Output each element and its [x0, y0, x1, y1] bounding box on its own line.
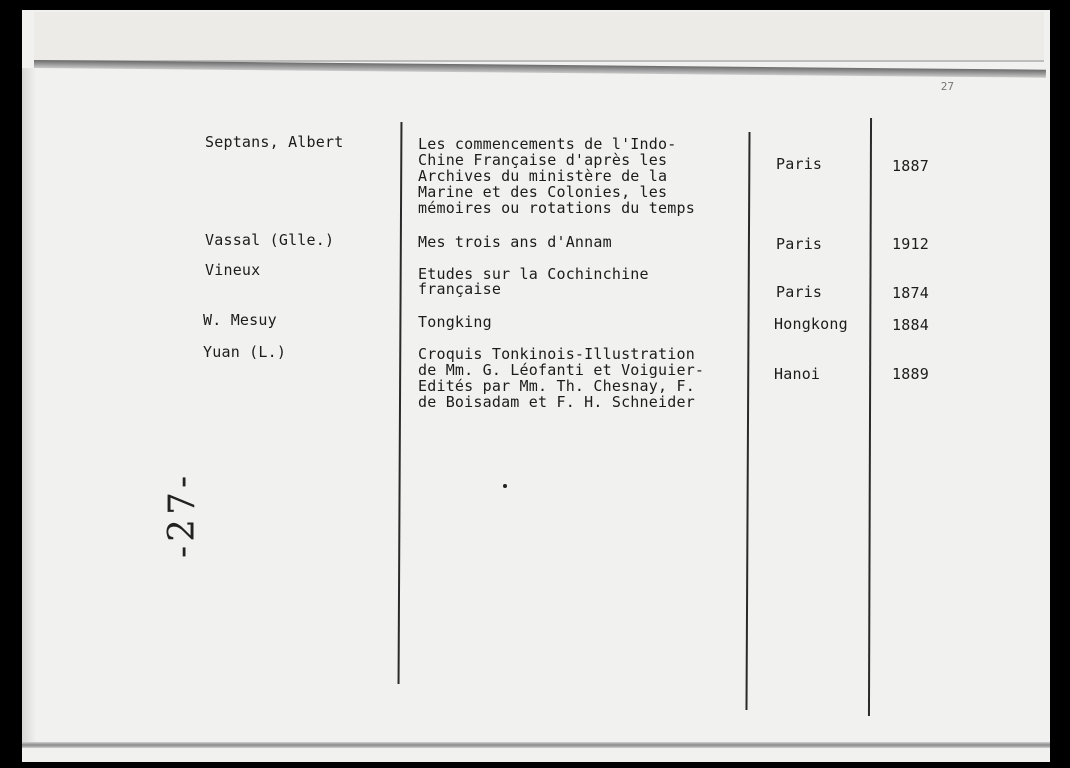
column-rule-3 [868, 118, 872, 716]
title-line: Etudes sur la Cochinchine [418, 265, 649, 283]
title-line: de Boisadam et F. H. Schneider [418, 393, 695, 411]
title-line: Les commencements de l'Indo- [418, 135, 677, 153]
place-cell: Hongkong [774, 315, 848, 333]
handwritten-page-number: -27- [162, 471, 203, 558]
author-cell: W. Mesuy [203, 311, 277, 329]
author-cell: Septans, Albert [205, 133, 344, 151]
title-line: Chine Française d'après les [418, 151, 668, 169]
title-line: Marine et des Colonies, les [418, 183, 668, 201]
title-line: Croquis Tonkinois-Illustration [418, 345, 695, 363]
year-cell: 1887 [892, 157, 929, 175]
top-rule [34, 60, 1046, 78]
column-rule-1 [398, 122, 403, 684]
title-line: Tongking [418, 313, 492, 331]
place-cell: Paris [776, 235, 823, 253]
bottom-rule [22, 742, 1050, 748]
title-line: française [418, 280, 502, 298]
corner-page-mark: 27 [940, 80, 954, 93]
title-line: Edités par Mm. Th. Chesnay, F. [418, 377, 695, 395]
title-line: Mes trois ans d'Annam [418, 233, 612, 251]
card-tab [34, 12, 1044, 62]
title-line: Archives du ministère de la [418, 167, 668, 185]
document-page [22, 10, 1050, 762]
author-cell: Vineux [205, 261, 261, 279]
column-rule-2 [745, 132, 750, 710]
author-cell: Yuan (L.) [203, 343, 287, 361]
place-cell: Hanoi [774, 365, 821, 383]
left-edge-shadow [22, 68, 36, 748]
year-cell: 1912 [892, 235, 929, 253]
title-line: de Mm. G. Léofanti et Voiguier- [418, 361, 705, 379]
year-cell: 1874 [892, 284, 929, 302]
title-line: mémoires ou rotations du temps [418, 199, 695, 217]
author-cell: Vassal (Glle.) [205, 231, 335, 249]
place-cell: Paris [776, 283, 823, 301]
year-cell: 1884 [892, 316, 929, 334]
place-cell: Paris [776, 155, 823, 173]
year-cell: 1889 [892, 365, 929, 383]
ink-speck [503, 484, 507, 488]
